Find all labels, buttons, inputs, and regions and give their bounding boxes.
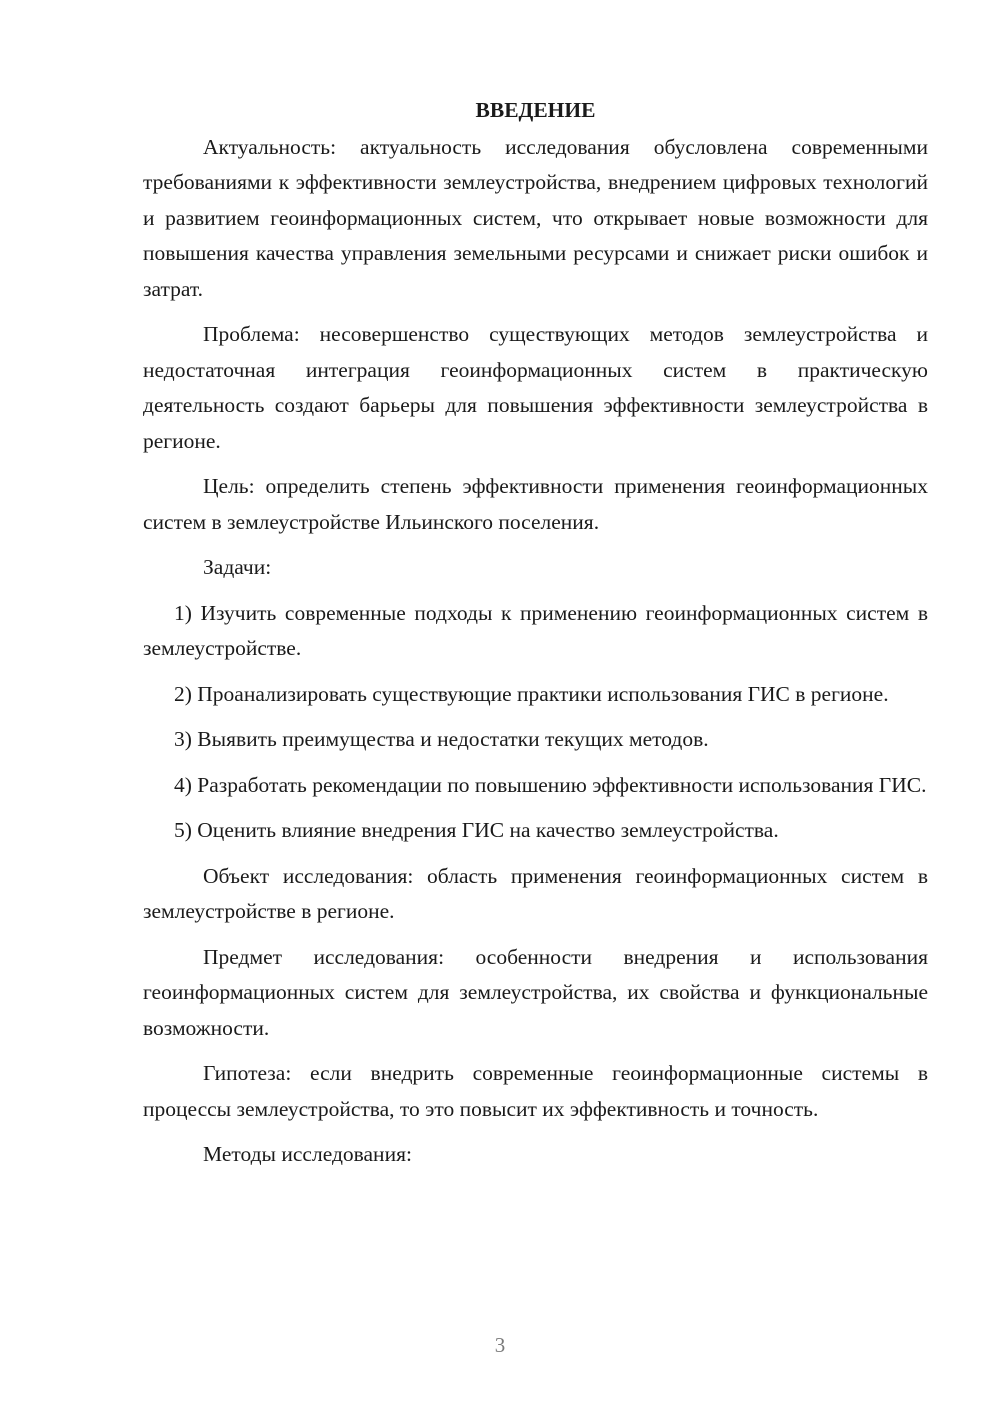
methods-heading: Методы исследования:	[203, 1142, 412, 1166]
paragraph-problem: Проблема: несовершенство существующих методов землеустройства и недостаточная интеграция геоинформационных систем в практическую деятельность создают барьеры для повышения эффективности землеустройства в регионе.	[143, 322, 928, 453]
task-item-2: 2) Проанализировать существующие практики использования ГИС в регионе.	[174, 681, 889, 706]
paragraph-hypothesis: Гипотеза: если внедрить современные геоинформационные системы в процессы землеустройства, то это повысит их эффективность и точность.	[143, 1061, 928, 1121]
paragraph-goal: Цель: определить степень эффективности применения геоинформационных систем в землеустройстве Ильинского поселения.	[143, 474, 928, 534]
tasks-heading: Задачи:	[203, 555, 272, 579]
page-number: 3	[494, 1333, 506, 1357]
paragraph-object: Объект исследования: область применения геоинформационных систем в землеустройстве в регионе.	[143, 863, 928, 923]
paragraph-relevance: Актуальность: актуальность исследования обусловлена современными требованиями к эффективности землеустройства, внедрением цифровых технологий и развитием геоинформационных систем, что открывает новые возможности для повышения качества управления земельными ресурсами и снижает риски ошибок и затрат.	[143, 134, 928, 301]
paragraph-subject: Предмет исследования: особенности внедрения и использования геоинформационных систем для землеустройства, их свойства и функциональные возможности.	[143, 944, 928, 1040]
task-item-1: 1) Изучить современные подходы к применению геоинформационных систем в землеустройстве.	[143, 600, 928, 660]
task-item-3: 3) Выявить преимущества и недостатки текущих методов.	[174, 727, 709, 751]
task-item-4: 4) Разработать рекомендации по повышению эффективности использования ГИС.	[174, 772, 927, 797]
document-body	[143, 93, 928, 1183]
section-title: ВВЕДЕНИЕ	[475, 98, 596, 122]
task-item-5: 5) Оценить влияние внедрения ГИС на качество землеустройства.	[174, 818, 779, 842]
